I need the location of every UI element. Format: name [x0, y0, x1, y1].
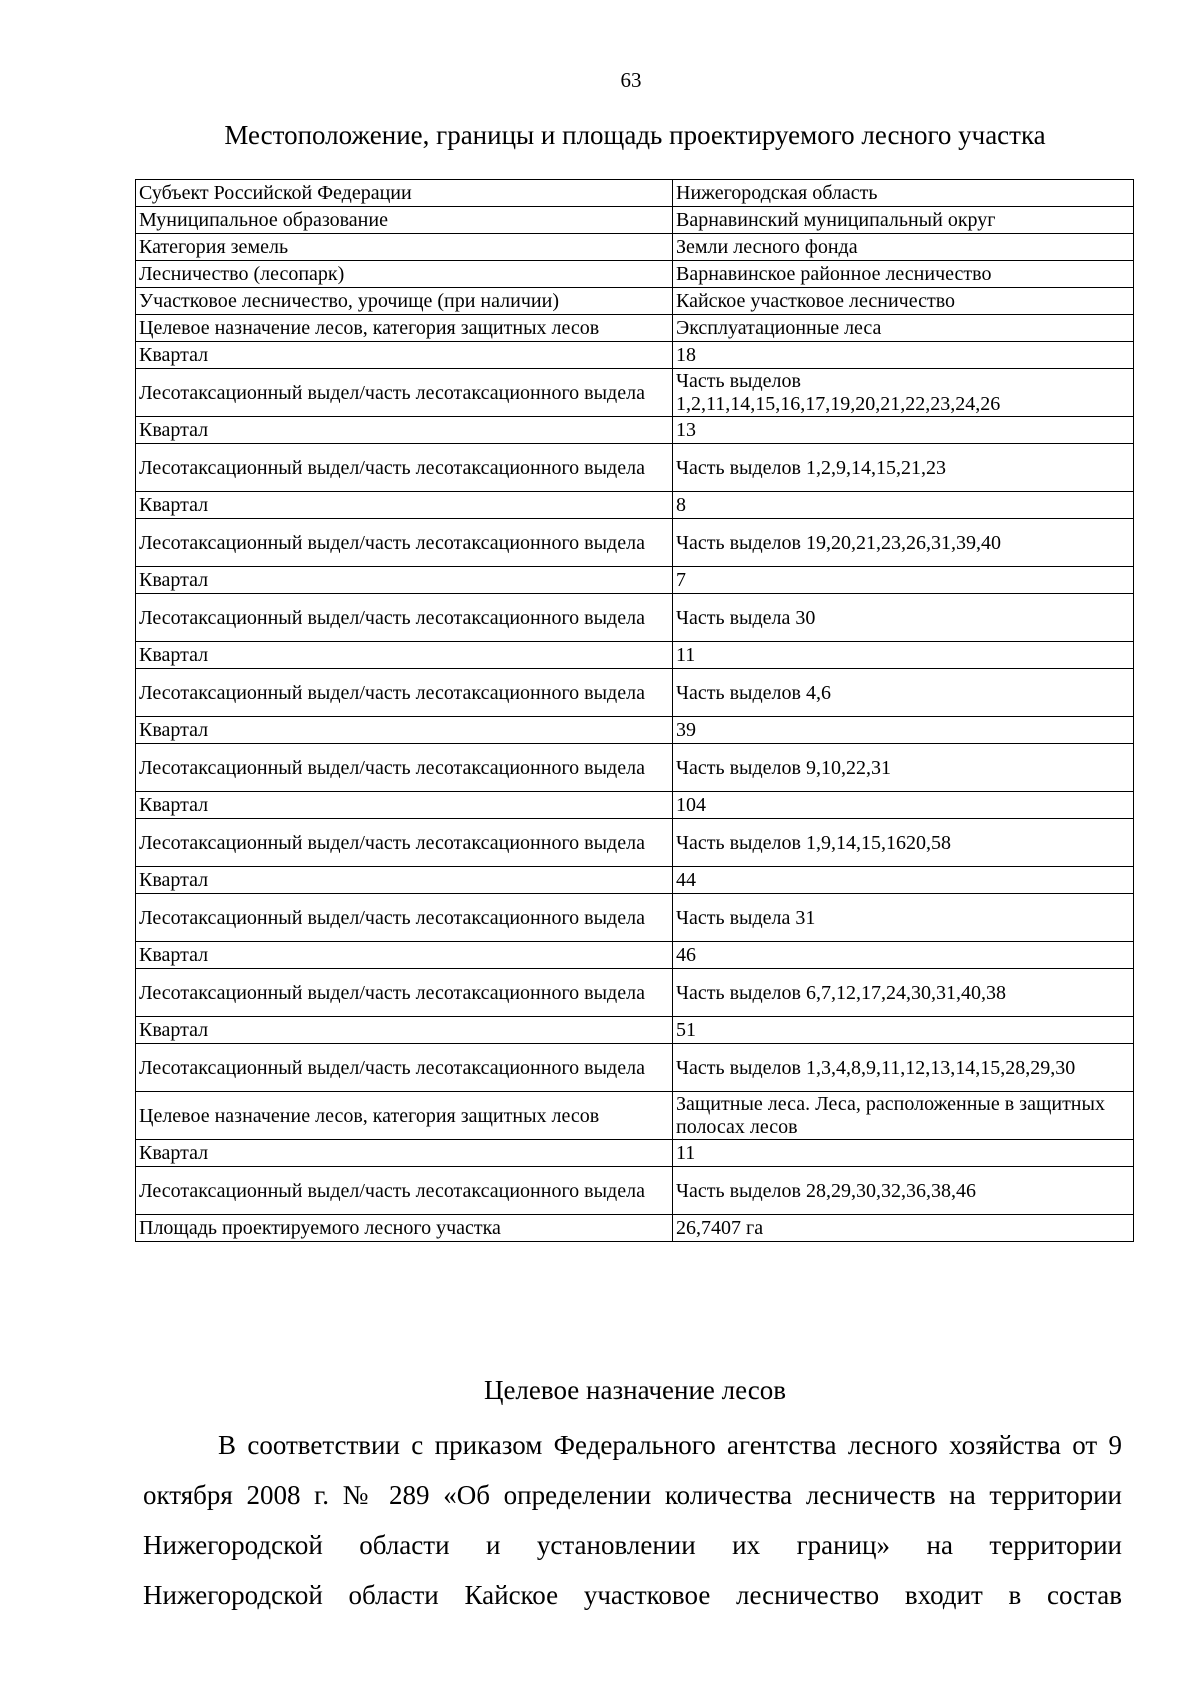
- row-value: Варнавинское районное лесничество: [673, 261, 1134, 288]
- row-label: Площадь проектируемого лесного участка: [136, 1215, 673, 1242]
- table-row: [136, 642, 1134, 669]
- paragraph-line: октября 2008 г. № 289 «Об определении количества лесничеств на территории: [143, 1480, 1122, 1510]
- row-value: Варнавинский муниципальный округ: [673, 207, 1134, 234]
- table-row: [136, 792, 1134, 819]
- row-label: Лесотаксационный выдел/часть лесотаксационного выдела: [136, 894, 673, 942]
- row-label: Лесотаксационный выдел/часть лесотаксационного выдела: [136, 1167, 673, 1215]
- row-value: Часть выдела 31: [673, 894, 1134, 942]
- table-row: [136, 894, 1134, 942]
- row-label: Квартал: [136, 342, 673, 369]
- row-label: Квартал: [136, 942, 673, 969]
- table-row: [136, 315, 1134, 342]
- table-row: [136, 369, 1134, 417]
- row-value: 7: [673, 567, 1134, 594]
- row-label: Лесотаксационный выдел/часть лесотаксационного выдела: [136, 444, 673, 492]
- paragraph-line: Нижегородской области Кайское участковое лесничество входит в состав: [143, 1580, 1122, 1610]
- row-label: Квартал: [136, 417, 673, 444]
- table-row: [136, 417, 1134, 444]
- row-value: Часть выделов 9,10,22,31: [673, 744, 1134, 792]
- table-row: [136, 342, 1134, 369]
- table-row: [136, 261, 1134, 288]
- row-label: Лесотаксационный выдел/часть лесотаксационного выдела: [136, 519, 673, 567]
- table-row: [136, 288, 1134, 315]
- row-label: Квартал: [136, 1017, 673, 1044]
- table-row: [136, 492, 1134, 519]
- paragraph-line: Нижегородской области и установлении их границ» на территории: [143, 1530, 1122, 1560]
- table-row: [136, 1215, 1134, 1242]
- table-row: [136, 1092, 1134, 1140]
- page-number: 63: [620, 68, 642, 92]
- table-row: [136, 1017, 1134, 1044]
- row-value: 13: [673, 417, 1134, 444]
- table-row: [136, 1167, 1134, 1215]
- document-title: Местоположение, границы и площадь проектируемого лесного участка: [224, 120, 1046, 150]
- table-row: [136, 519, 1134, 567]
- table-row: [136, 207, 1134, 234]
- row-value: 39: [673, 717, 1134, 744]
- table-row: [136, 744, 1134, 792]
- body-paragraph: [143, 1420, 1122, 1620]
- row-label: Целевое назначение лесов, категория защитных лесов: [136, 1092, 673, 1140]
- row-value: Эксплуатационные леса: [673, 315, 1134, 342]
- table-row: [136, 180, 1134, 207]
- row-value: Часть выделов 28,29,30,32,36,38,46: [673, 1167, 1134, 1215]
- row-label: Муниципальное образование: [136, 207, 673, 234]
- row-value: Земли лесного фонда: [673, 234, 1134, 261]
- row-label: Целевое назначение лесов, категория защитных лесов: [136, 315, 673, 342]
- row-value: 46: [673, 942, 1134, 969]
- row-value: Часть выделов 1,3,4,8,9,11,12,13,14,15,28,29,30: [673, 1044, 1134, 1092]
- row-label: Квартал: [136, 792, 673, 819]
- paragraph-line: В соответствии с приказом Федерального агентства лесного хозяйства от 9: [218, 1430, 1122, 1460]
- row-label: Лесотаксационный выдел/часть лесотаксационного выдела: [136, 1044, 673, 1092]
- row-value: Часть выделов 19,20,21,23,26,31,39,40: [673, 519, 1134, 567]
- row-label: Квартал: [136, 642, 673, 669]
- table-row: [136, 1044, 1134, 1092]
- row-label: Лесотаксационный выдел/часть лесотаксационного выдела: [136, 369, 673, 417]
- row-label: Квартал: [136, 717, 673, 744]
- row-value: 44: [673, 867, 1134, 894]
- row-value: 51: [673, 1017, 1134, 1044]
- row-value: 104: [673, 792, 1134, 819]
- row-value: 11: [673, 642, 1134, 669]
- row-value: Часть выделов 1,2,9,14,15,21,23: [673, 444, 1134, 492]
- row-value: Часть выделов 1,2,11,14,15,16,17,19,20,21,22,23,24,26: [673, 369, 1134, 417]
- table-row: [136, 567, 1134, 594]
- row-label: Лесотаксационный выдел/часть лесотаксационного выдела: [136, 669, 673, 717]
- table-row: [136, 444, 1134, 492]
- row-value: Часть выделов 1,9,14,15,1620,58: [673, 819, 1134, 867]
- row-label: Субъект Российской Федерации: [136, 180, 673, 207]
- row-label: Квартал: [136, 867, 673, 894]
- row-value: 8: [673, 492, 1134, 519]
- row-label: Лесничество (лесопарк): [136, 261, 673, 288]
- row-value: 18: [673, 342, 1134, 369]
- table-row: [136, 867, 1134, 894]
- row-label: Участковое лесничество, урочище (при наличии): [136, 288, 673, 315]
- row-value: Часть выдела 30: [673, 594, 1134, 642]
- table-row: [136, 717, 1134, 744]
- row-value: 26,7407 га: [673, 1215, 1134, 1242]
- table-row: [136, 942, 1134, 969]
- row-value: Часть выделов 4,6: [673, 669, 1134, 717]
- row-label: Квартал: [136, 1140, 673, 1167]
- forest-plot-info-table: [135, 179, 1134, 1242]
- table-row: [136, 669, 1134, 717]
- row-label: Квартал: [136, 567, 673, 594]
- table-row: [136, 969, 1134, 1017]
- row-value: Нижегородская область: [673, 180, 1134, 207]
- row-label: Лесотаксационный выдел/часть лесотаксационного выдела: [136, 744, 673, 792]
- row-label: Категория земель: [136, 234, 673, 261]
- table-row: [136, 1140, 1134, 1167]
- row-value: Часть выделов 6,7,12,17,24,30,31,40,38: [673, 969, 1134, 1017]
- row-label: Квартал: [136, 492, 673, 519]
- row-label: Лесотаксационный выдел/часть лесотаксационного выдела: [136, 819, 673, 867]
- table-body: [136, 180, 1134, 1242]
- table-row: [136, 819, 1134, 867]
- table-row: [136, 594, 1134, 642]
- section-heading: Целевое назначение лесов: [483, 1375, 787, 1405]
- row-value: 11: [673, 1140, 1134, 1167]
- row-label: Лесотаксационный выдел/часть лесотаксационного выдела: [136, 969, 673, 1017]
- row-label: Лесотаксационный выдел/часть лесотаксационного выдела: [136, 594, 673, 642]
- table-row: [136, 234, 1134, 261]
- row-value: Защитные леса. Леса, расположенные в защитных полосах лесов: [673, 1092, 1134, 1140]
- row-value: Кайское участковое лесничество: [673, 288, 1134, 315]
